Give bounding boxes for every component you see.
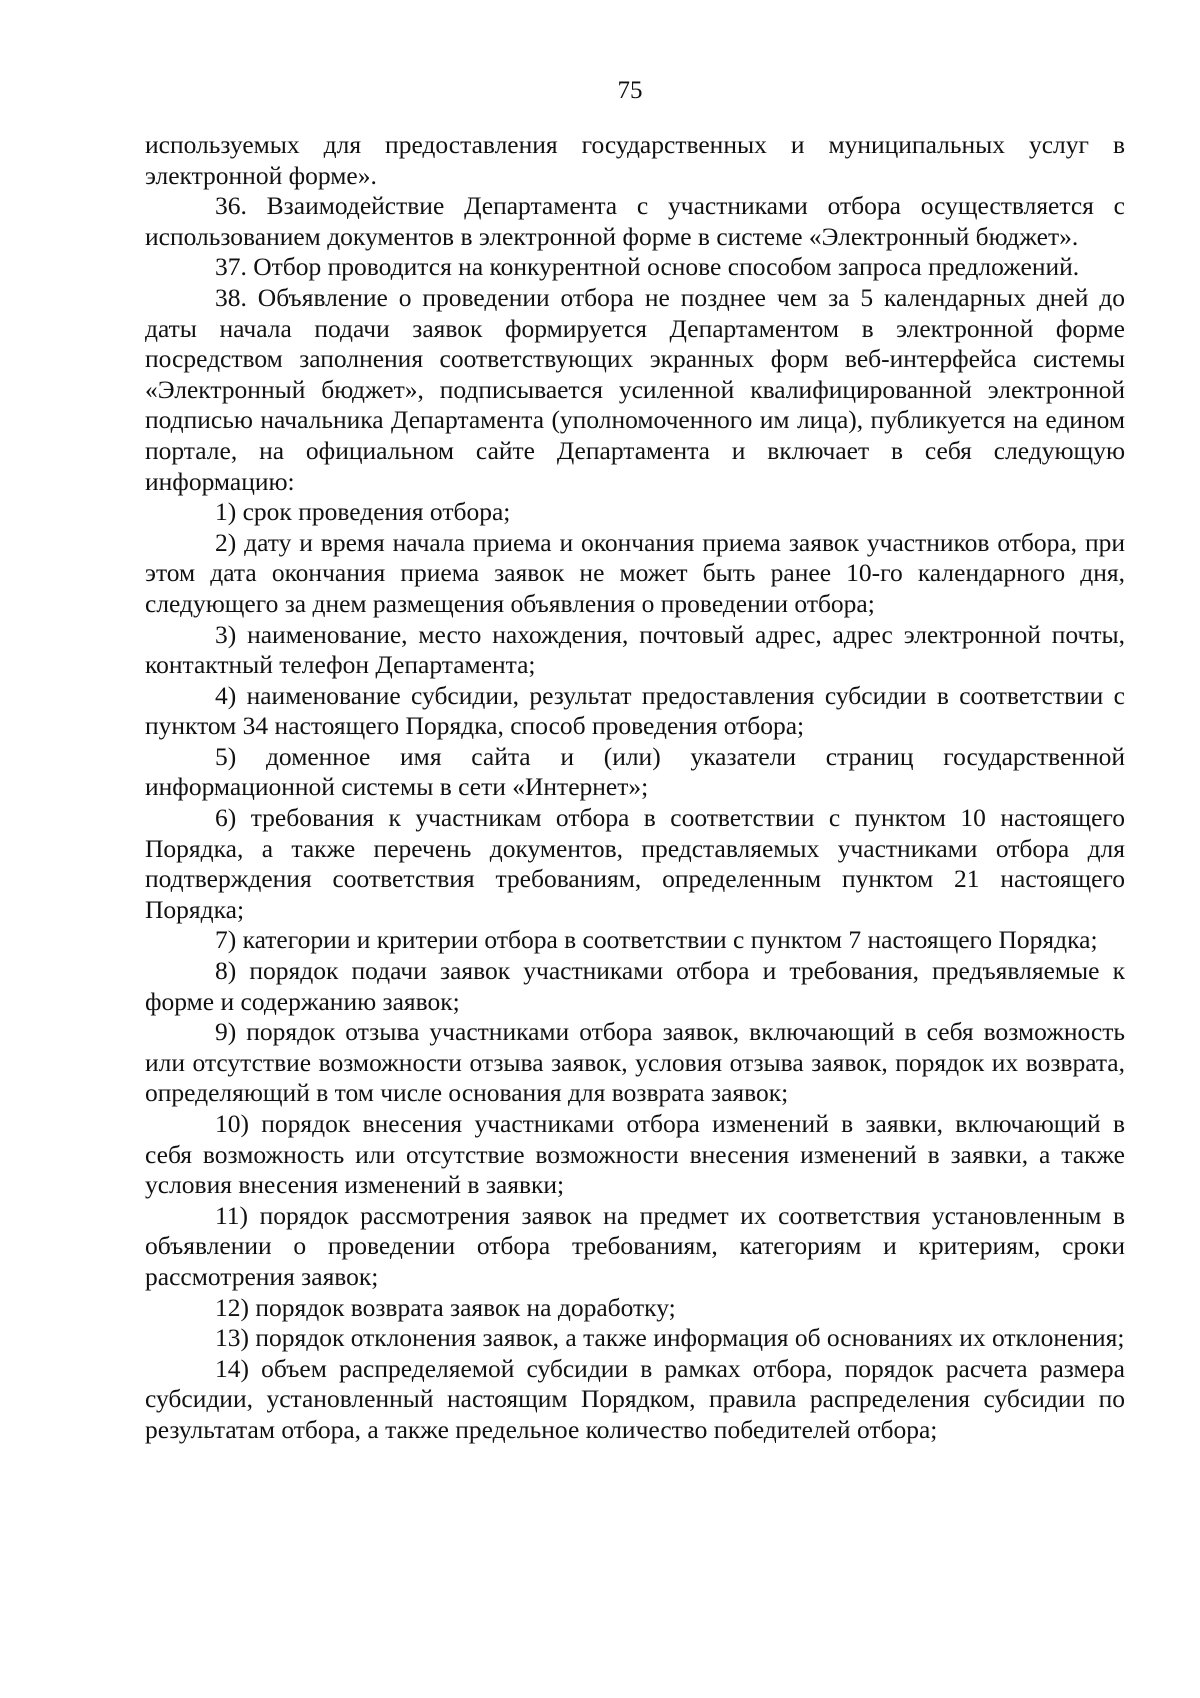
list-item-1: 1) срок проведения отбора; xyxy=(215,497,511,527)
list-item-7: 7) категории и критерии отбора в соответствии с пунктом 7 настоящего Порядка; xyxy=(215,925,1098,955)
list-item-3: 3) наименование, место нахождения, почтовый адрес, адрес электронной почты, контактный телефон Департамента; xyxy=(145,619,1125,680)
list-item-8: 8) порядок подачи заявок участниками отбора и требования, предъявляемые к форме и содержанию заявок; xyxy=(145,956,1125,1016)
list-item-10: 10) порядок внесения участниками отбора изменений в заявки, включающий в себя возможность или отсутствие возможности внесения изменений в заявки, а также условия внесения изменений в заявки; xyxy=(145,1109,1125,1200)
list-item-14: 14) объем распределяемой субсидии в рамках отбора, порядок расчета размера субсидии, установленный настоящим Порядком, правила распределения субсидии по результатам отбора, а также предельное количество победителей отбора; xyxy=(145,1353,1125,1444)
paragraph-36: 36. Взаимодействие Департамента с участниками отбора осуществляется с использованием документов в электронной форме в системе «Электронный бюджет». xyxy=(145,191,1125,251)
paragraph-37: 37. Отбор проводится на конкурентной основе способом запроса предложений. xyxy=(215,252,1080,282)
list-item-4: 4) наименование субсидии, результат предоставления субсидии в соответствии с пунктом 34 настоящего Порядка, способ проведения отбора; xyxy=(145,680,1125,741)
list-item-9: 9) порядок отзыва участниками отбора заявок, включающий в себя возможность или отсутствие возможности отзыва заявок, условия отзыва заявок, порядок их возврата, определяющий в том числе основания для возврата заявок; xyxy=(145,1017,1125,1108)
paragraph-continuation: используемых для предоставления государственных и муниципальных услуг в электронной форме». xyxy=(145,130,1125,190)
list-item-5: 5) доменное имя сайта и (или) указатели страниц государственной информационной системы в сети «Интернет»; xyxy=(145,741,1125,802)
paragraph-38: 38. Объявление о проведении отбора не позднее чем за 5 календарных дней до даты начала подачи заявок формируется Департаментом в электронной форме посредством заполнения соответствующих экранных форм веб-интерфейса системы «Электронный бюджет», подписывается усиленной квалифицированной электронной подписью начальника Департамента (уполномоченного им лица), публикуется на едином портале, на официальном сайте Департамента и включает в себя следующую информацию: xyxy=(145,282,1125,496)
list-item-6: 6) требования к участникам отбора в соответствии с пунктом 10 настоящего Порядка, а также перечень документов, представляемых участниками отбора для подтверждения соответствия требованиям, определенным пунктом 21 настоящего Порядка; xyxy=(145,803,1125,924)
list-item-11: 11) порядок рассмотрения заявок на предмет их соответствия установленным в объявлении о проведении отбора требованиям, категориям и критериям, сроки рассмотрения заявок; xyxy=(145,1200,1125,1291)
list-item-13: 13) порядок отклонения заявок, а также информация об основаниях их отклонения; xyxy=(215,1323,1125,1353)
list-item-12: 12) порядок возврата заявок на доработку; xyxy=(215,1292,676,1322)
document-body xyxy=(145,130,1125,1446)
page-number: 75 xyxy=(617,77,643,104)
list-item-2: 2) дату и время начала приема и окончания приема заявок участников отбора, при этом дата окончания приема заявок не может быть ранее 10-го календарного дня, следующего за днем размещения объявления о проведении отбора; xyxy=(145,527,1125,618)
